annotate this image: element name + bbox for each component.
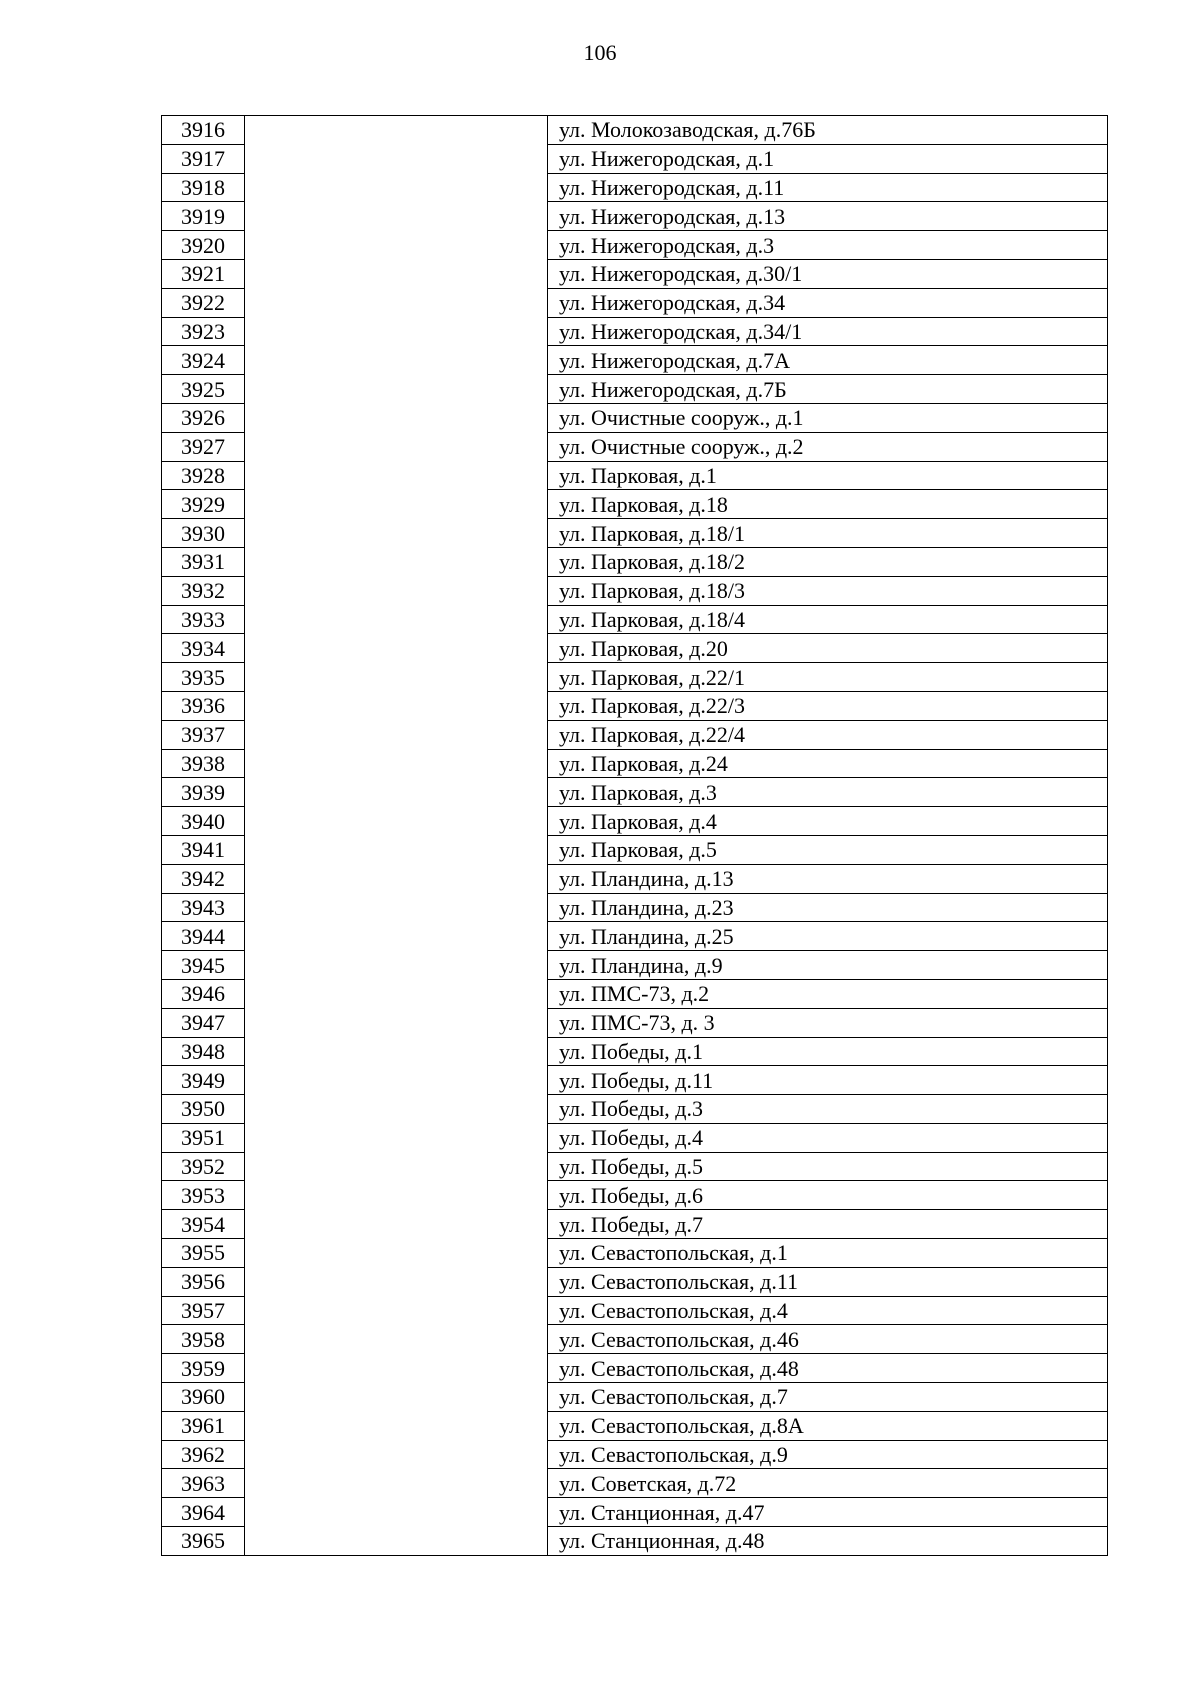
- empty-cell: [245, 1037, 548, 1066]
- empty-cell: [245, 807, 548, 836]
- row-number: 3928: [162, 461, 245, 490]
- address-cell: ул. Нижегородская, д.34/1: [548, 317, 1108, 346]
- empty-cell: [245, 1527, 548, 1556]
- row-number: 3937: [162, 720, 245, 749]
- address-cell: ул. Нижегородская, д.1: [548, 144, 1108, 173]
- table-row: [162, 202, 1108, 231]
- row-number: 3943: [162, 893, 245, 922]
- empty-cell: [245, 691, 548, 720]
- row-number: 3917: [162, 144, 245, 173]
- address-table: [161, 115, 1108, 1556]
- row-number: 3935: [162, 663, 245, 692]
- address-cell: ул. Севастопольская, д.9: [548, 1440, 1108, 1469]
- empty-cell: [245, 1239, 548, 1268]
- row-number: 3945: [162, 951, 245, 980]
- table-row: [162, 1008, 1108, 1037]
- row-number: 3919: [162, 202, 245, 231]
- address-cell: ул. Победы, д.3: [548, 1095, 1108, 1124]
- table-row: [162, 922, 1108, 951]
- row-number: 3962: [162, 1440, 245, 1469]
- table-row: [162, 1296, 1108, 1325]
- address-cell: ул. Севастопольская, д.8А: [548, 1411, 1108, 1440]
- address-cell: ул. Советская, д.72: [548, 1469, 1108, 1498]
- empty-cell: [245, 951, 548, 980]
- empty-cell: [245, 1123, 548, 1152]
- empty-cell: [245, 490, 548, 519]
- row-number: 3949: [162, 1066, 245, 1095]
- table-row: [162, 1527, 1108, 1556]
- empty-cell: [245, 1440, 548, 1469]
- empty-cell: [245, 893, 548, 922]
- address-cell: ул. Севастопольская, д.7: [548, 1383, 1108, 1412]
- address-cell: ул. Победы, д.6: [548, 1181, 1108, 1210]
- table-row: [162, 317, 1108, 346]
- row-number: 3940: [162, 807, 245, 836]
- address-cell: ул. Победы, д.7: [548, 1210, 1108, 1239]
- empty-cell: [245, 403, 548, 432]
- table-row: [162, 1498, 1108, 1527]
- address-cell: ул. Парковая, д.22/1: [548, 663, 1108, 692]
- table-row: [162, 519, 1108, 548]
- row-number: 3926: [162, 403, 245, 432]
- row-number: 3960: [162, 1383, 245, 1412]
- table-row: [162, 893, 1108, 922]
- row-number: 3956: [162, 1267, 245, 1296]
- address-cell: ул. ПМС-73, д.2: [548, 979, 1108, 1008]
- address-cell: ул. Пландина, д.13: [548, 864, 1108, 893]
- table-row: [162, 432, 1108, 461]
- table-row: [162, 231, 1108, 260]
- empty-cell: [245, 1354, 548, 1383]
- empty-cell: [245, 1498, 548, 1527]
- row-number: 3930: [162, 519, 245, 548]
- address-cell: ул. Парковая, д.3: [548, 778, 1108, 807]
- table-row: [162, 144, 1108, 173]
- row-number: 3961: [162, 1411, 245, 1440]
- row-number: 3916: [162, 116, 245, 145]
- empty-cell: [245, 432, 548, 461]
- row-number: 3964: [162, 1498, 245, 1527]
- address-cell: ул. Пландина, д.23: [548, 893, 1108, 922]
- empty-cell: [245, 461, 548, 490]
- empty-cell: [245, 1267, 548, 1296]
- address-cell: ул. ПМС-73, д. 3: [548, 1008, 1108, 1037]
- empty-cell: [245, 519, 548, 548]
- address-cell: ул. Парковая, д.18/1: [548, 519, 1108, 548]
- empty-cell: [245, 1210, 548, 1239]
- row-number: 3963: [162, 1469, 245, 1498]
- empty-cell: [245, 1411, 548, 1440]
- address-table-body: [162, 116, 1108, 1556]
- row-number: 3938: [162, 749, 245, 778]
- empty-cell: [245, 173, 548, 202]
- table-row: [162, 1325, 1108, 1354]
- table-row: [162, 691, 1108, 720]
- table-row: [162, 403, 1108, 432]
- table-row: [162, 461, 1108, 490]
- row-number: 3959: [162, 1354, 245, 1383]
- address-cell: ул. Парковая, д.5: [548, 835, 1108, 864]
- empty-cell: [245, 778, 548, 807]
- row-number: 3918: [162, 173, 245, 202]
- empty-cell: [245, 288, 548, 317]
- address-cell: ул. Парковая, д.4: [548, 807, 1108, 836]
- table-row: [162, 720, 1108, 749]
- table-row: [162, 663, 1108, 692]
- row-number: 3924: [162, 346, 245, 375]
- table-row: [162, 1383, 1108, 1412]
- table-row: [162, 1469, 1108, 1498]
- empty-cell: [245, 1296, 548, 1325]
- row-number: 3920: [162, 231, 245, 260]
- table-row: [162, 116, 1108, 145]
- table-row: [162, 288, 1108, 317]
- address-cell: ул. Парковая, д.18/4: [548, 605, 1108, 634]
- address-cell: ул. Севастопольская, д.48: [548, 1354, 1108, 1383]
- empty-cell: [245, 1181, 548, 1210]
- row-number: 3925: [162, 375, 245, 404]
- address-cell: ул. Нижегородская, д.7Б: [548, 375, 1108, 404]
- address-cell: ул. Победы, д.1: [548, 1037, 1108, 1066]
- address-cell: ул. Станционная, д.47: [548, 1498, 1108, 1527]
- empty-cell: [245, 547, 548, 576]
- address-cell: ул. Пландина, д.9: [548, 951, 1108, 980]
- row-number: 3942: [162, 864, 245, 893]
- address-cell: ул. Победы, д.11: [548, 1066, 1108, 1095]
- row-number: 3939: [162, 778, 245, 807]
- table-row: [162, 547, 1108, 576]
- table-row: [162, 1152, 1108, 1181]
- table-row: [162, 835, 1108, 864]
- address-cell: ул. Севастопольская, д.11: [548, 1267, 1108, 1296]
- empty-cell: [245, 979, 548, 1008]
- row-number: 3923: [162, 317, 245, 346]
- row-number: 3929: [162, 490, 245, 519]
- row-number: 3955: [162, 1239, 245, 1268]
- address-cell: ул. Нижегородская, д.11: [548, 173, 1108, 202]
- row-number: 3952: [162, 1152, 245, 1181]
- table-row: [162, 173, 1108, 202]
- row-number: 3948: [162, 1037, 245, 1066]
- row-number: 3933: [162, 605, 245, 634]
- row-number: 3922: [162, 288, 245, 317]
- empty-cell: [245, 576, 548, 605]
- address-cell: ул. Парковая, д.18/3: [548, 576, 1108, 605]
- table-row: [162, 778, 1108, 807]
- empty-cell: [245, 1325, 548, 1354]
- address-cell: ул. Парковая, д.22/3: [548, 691, 1108, 720]
- empty-cell: [245, 1066, 548, 1095]
- empty-cell: [245, 1469, 548, 1498]
- empty-cell: [245, 202, 548, 231]
- address-cell: ул. Пландина, д.25: [548, 922, 1108, 951]
- address-cell: ул. Парковая, д.22/4: [548, 720, 1108, 749]
- empty-cell: [245, 317, 548, 346]
- table-row: [162, 1123, 1108, 1152]
- empty-cell: [245, 1008, 548, 1037]
- address-cell: ул. Нижегородская, д.30/1: [548, 259, 1108, 288]
- page-number: 106: [583, 40, 617, 65]
- address-cell: ул. Победы, д.4: [548, 1123, 1108, 1152]
- table-row: [162, 605, 1108, 634]
- address-cell: ул. Парковая, д.1: [548, 461, 1108, 490]
- address-cell: ул. Нижегородская, д.13: [548, 202, 1108, 231]
- table-row: [162, 490, 1108, 519]
- address-cell: ул. Станционная, д.48: [548, 1527, 1108, 1556]
- address-cell: ул. Парковая, д.20: [548, 634, 1108, 663]
- address-cell: ул. Нижегородская, д.34: [548, 288, 1108, 317]
- address-cell: ул. Очистные сооруж., д.2: [548, 432, 1108, 461]
- table-row: [162, 1354, 1108, 1383]
- empty-cell: [245, 259, 548, 288]
- empty-cell: [245, 605, 548, 634]
- row-number: 3957: [162, 1296, 245, 1325]
- address-cell: ул. Севастопольская, д.4: [548, 1296, 1108, 1325]
- row-number: 3944: [162, 922, 245, 951]
- table-row: [162, 634, 1108, 663]
- address-cell: ул. Севастопольская, д.46: [548, 1325, 1108, 1354]
- address-cell: ул. Парковая, д.18/2: [548, 547, 1108, 576]
- empty-cell: [245, 864, 548, 893]
- table-row: [162, 1066, 1108, 1095]
- table-row: [162, 864, 1108, 893]
- table-row: [162, 1210, 1108, 1239]
- empty-cell: [245, 749, 548, 778]
- address-cell: ул. Парковая, д.24: [548, 749, 1108, 778]
- row-number: 3954: [162, 1210, 245, 1239]
- row-number: 3934: [162, 634, 245, 663]
- table-row: [162, 749, 1108, 778]
- row-number: 3965: [162, 1527, 245, 1556]
- table-row: [162, 1037, 1108, 1066]
- row-number: 3931: [162, 547, 245, 576]
- row-number: 3932: [162, 576, 245, 605]
- row-number: 3958: [162, 1325, 245, 1354]
- table-row: [162, 346, 1108, 375]
- empty-cell: [245, 634, 548, 663]
- empty-cell: [245, 375, 548, 404]
- empty-cell: [245, 922, 548, 951]
- empty-cell: [245, 1383, 548, 1412]
- empty-cell: [245, 116, 548, 145]
- row-number: 3953: [162, 1181, 245, 1210]
- table-row: [162, 259, 1108, 288]
- row-number: 3927: [162, 432, 245, 461]
- table-row: [162, 576, 1108, 605]
- row-number: 3951: [162, 1123, 245, 1152]
- row-number: 3936: [162, 691, 245, 720]
- table-row: [162, 1095, 1108, 1124]
- empty-cell: [245, 720, 548, 749]
- table-row: [162, 951, 1108, 980]
- empty-cell: [245, 1152, 548, 1181]
- address-cell: ул. Нижегородская, д.7А: [548, 346, 1108, 375]
- row-number: 3947: [162, 1008, 245, 1037]
- empty-cell: [245, 1095, 548, 1124]
- table-row: [162, 375, 1108, 404]
- empty-cell: [245, 835, 548, 864]
- row-number: 3941: [162, 835, 245, 864]
- table-row: [162, 807, 1108, 836]
- address-cell: ул. Севастопольская, д.1: [548, 1239, 1108, 1268]
- table-row: [162, 1411, 1108, 1440]
- empty-cell: [245, 144, 548, 173]
- address-cell: ул. Молокозаводская, д.76Б: [548, 116, 1108, 145]
- address-cell: ул. Парковая, д.18: [548, 490, 1108, 519]
- row-number: 3921: [162, 259, 245, 288]
- empty-cell: [245, 231, 548, 260]
- empty-cell: [245, 346, 548, 375]
- address-cell: ул. Нижегородская, д.3: [548, 231, 1108, 260]
- address-cell: ул. Очистные сооруж., д.1: [548, 403, 1108, 432]
- table-row: [162, 1267, 1108, 1296]
- row-number: 3950: [162, 1095, 245, 1124]
- row-number: 3946: [162, 979, 245, 1008]
- table-row: [162, 1440, 1108, 1469]
- table-row: [162, 979, 1108, 1008]
- table-row: [162, 1181, 1108, 1210]
- empty-cell: [245, 663, 548, 692]
- table-row: [162, 1239, 1108, 1268]
- address-cell: ул. Победы, д.5: [548, 1152, 1108, 1181]
